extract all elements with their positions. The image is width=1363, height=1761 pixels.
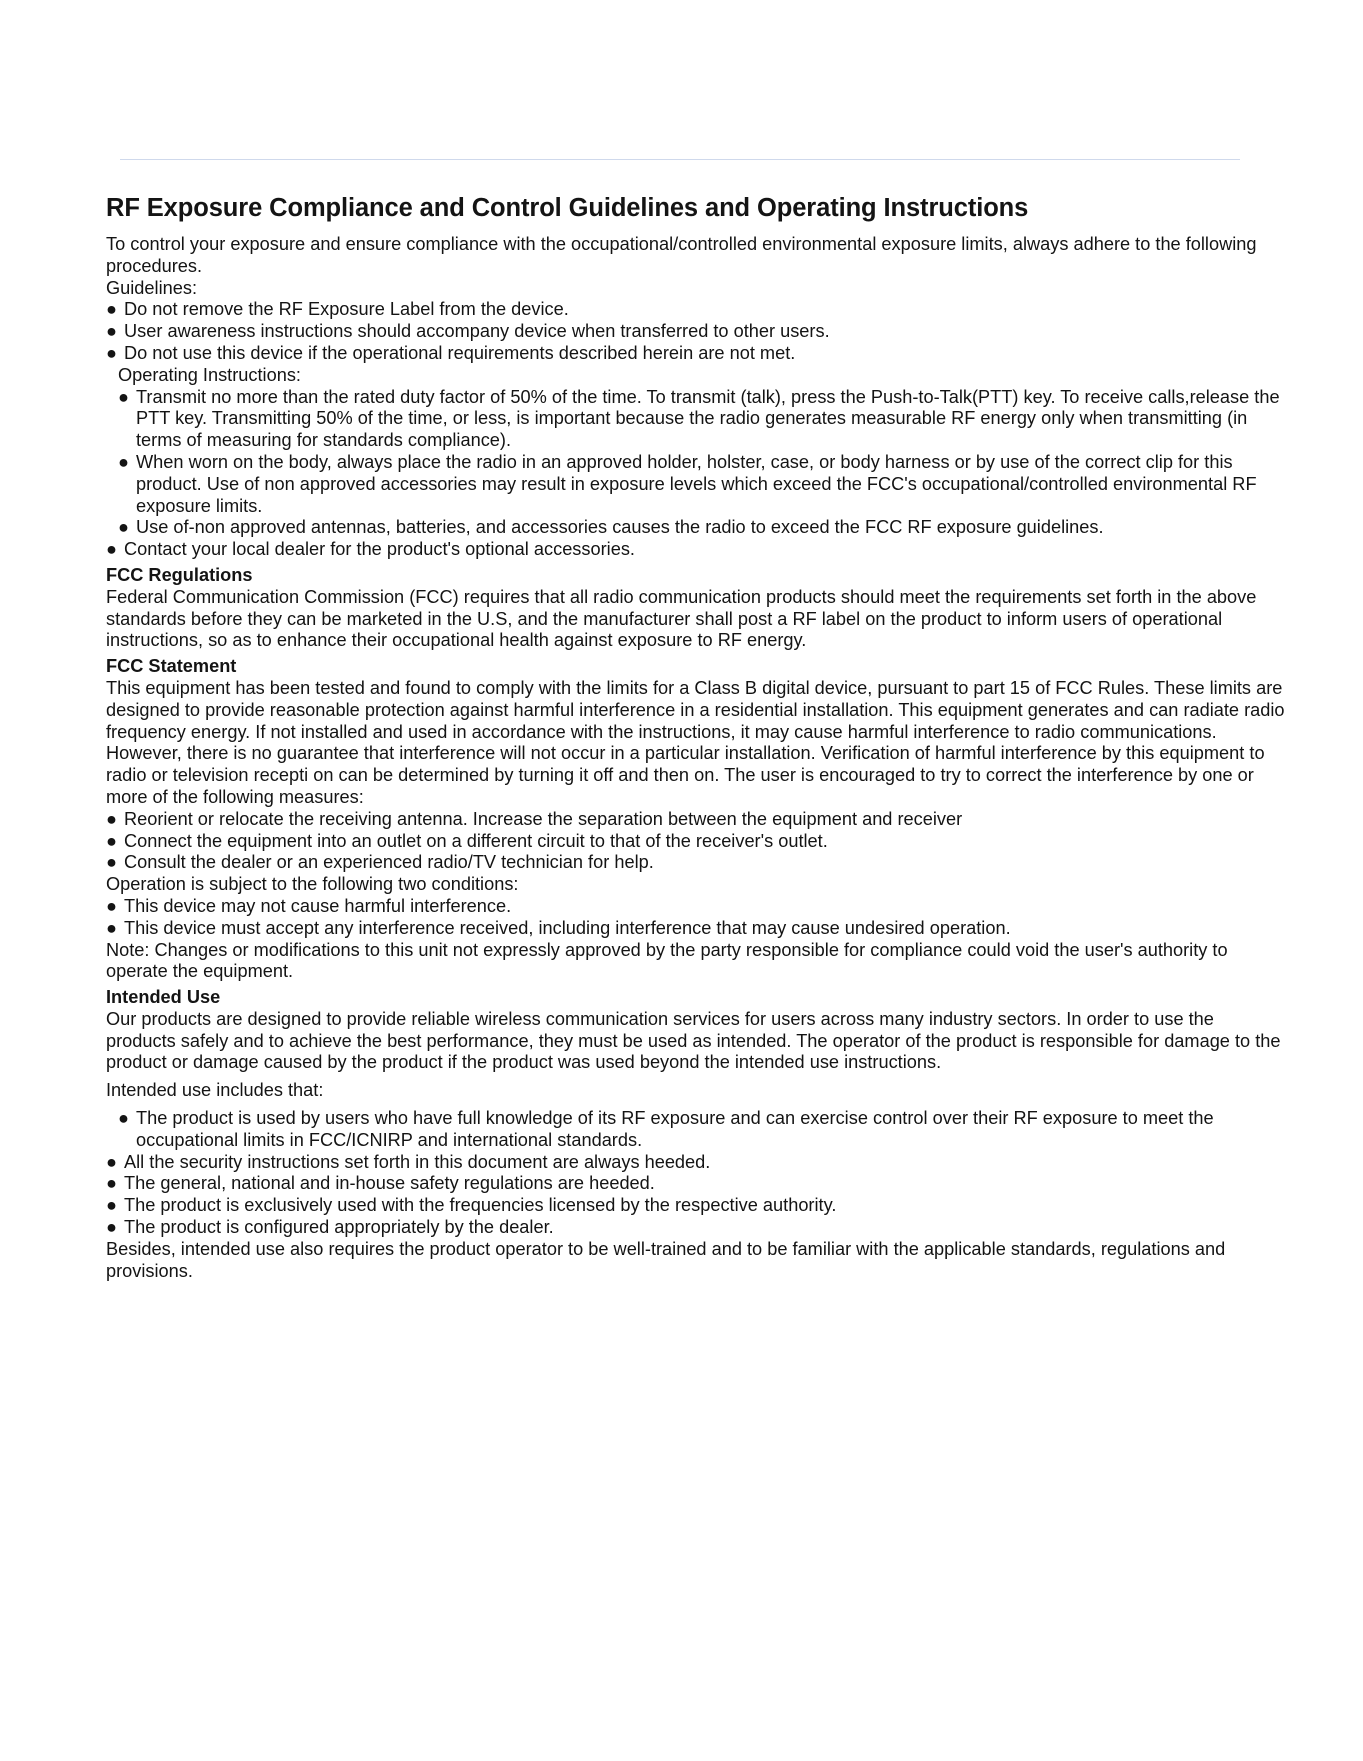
list-item: ● This device must accept any interference received, including interference that may cause undesired operation.	[106, 917, 1011, 938]
bullet-icon: ●	[106, 1173, 117, 1194]
bullet-icon: ●	[106, 917, 117, 938]
bullet-icon: ●	[118, 386, 129, 407]
bullet-icon: ●	[106, 895, 117, 916]
operating-label: Operating Instructions:	[118, 364, 301, 385]
list-item: ● Transmit no more than the rated duty factor of 50% of the time. To transmit (talk), press the Push-to-Talk(PTT) key. To receive calls,release the PTT key. Transmitting 50% of the time, or less, is important because the radio generates measurable RF energy only when transmitting (in terms of measuring for standards compliance).	[118, 386, 1280, 451]
fcc-regulations-text: Federal Communication Commission (FCC) requires that all radio communication products should meet the requirements set forth in the above standards before they can be marketed in the U.S, and the manufacturer shall post a RF label on the product to inform users of operational instructions, so as to enhance their occupational health against exposure to RF energy.	[106, 586, 1257, 651]
guidelines-label: Guidelines:	[106, 277, 197, 298]
list-item: ● User awareness instructions should accompany device when transferred to other users.	[106, 321, 830, 342]
bullet-icon: ●	[106, 321, 117, 342]
operating-list	[106, 387, 1286, 561]
bullet-icon: ●	[106, 1151, 117, 1172]
bullet-icon: ●	[106, 830, 117, 851]
bullet-icon: ●	[106, 1217, 117, 1238]
header-divider	[120, 159, 1240, 160]
bullet-icon: ●	[118, 1108, 129, 1129]
bullet-icon: ●	[106, 299, 117, 320]
bullet-icon: ●	[106, 852, 117, 873]
bullet-icon: ●	[106, 808, 117, 829]
list-item: ● The product is used by users who have full knowledge of its RF exposure and can exercise control over their RF exposure to meet the occupational limits in FCC/ICNIRP and international standards.	[118, 1108, 1214, 1150]
list-item: ● Do not remove the RF Exposure Label from the device.	[106, 299, 569, 320]
closing-paragraph: Besides, intended use also requires the product operator to be well-trained and to be familiar with the applicable standards, regulations and provisions.	[106, 1238, 1226, 1281]
bullet-icon: ●	[106, 539, 117, 560]
list-item: ● The general, national and in-house safety regulations are heeded.	[106, 1173, 655, 1194]
intended-use-heading: Intended Use	[106, 987, 221, 1008]
bullet-icon: ●	[118, 451, 129, 472]
conditions-list	[106, 896, 1286, 940]
list-item: ● Reorient or relocate the receiving antenna. Increase the separation between the equipment and receiver	[106, 808, 963, 829]
fcc-regulations-heading: FCC Regulations	[106, 564, 253, 585]
list-item: ● Consult the dealer or an experienced radio/TV technician for help.	[106, 852, 654, 873]
conditions-intro: Operation is subject to the following two conditions:	[106, 874, 519, 895]
intended-use-text: Our products are designed to provide reliable wireless communication services for users across many industry sectors. In order to use the products safely and to achieve the best performance, they must be used as intended. The operator of the product is responsible for damage to the product or damage caused by the product if the product was used beyond the intended use instructions.	[106, 1008, 1281, 1073]
fcc-statement-heading: FCC Statement	[106, 656, 237, 677]
list-item: ● Do not use this device if the operational requirements described herein are not met.	[106, 342, 796, 363]
intended-use-includes-label: Intended use includes that:	[106, 1080, 324, 1101]
guidelines-list	[106, 299, 1286, 364]
measures-list	[106, 809, 1286, 874]
list-item: ● Use of-non approved antennas, batteries, and accessories causes the radio to exceed the FCC RF exposure guidelines.	[118, 517, 1104, 538]
document-body	[106, 192, 1286, 1282]
list-item: ● All the security instructions set forth in this document are always heeded.	[106, 1151, 711, 1172]
list-item: ● When worn on the body, always place the radio in an approved holder, holster, case, or body harness or by use of the correct clip for this product. Use of non approved accessories may result in exposure levels which exceed the FCC's occupational/controlled environmental RF exposure limits.	[118, 451, 1257, 516]
bullet-icon: ●	[106, 342, 117, 363]
document-title: RF Exposure Compliance and Control Guidelines and Operating Instructions	[106, 194, 1029, 222]
intro-paragraph: To control your exposure and ensure compliance with the occupational/controlled environmental exposure limits, always adhere to the following procedures.	[106, 234, 1257, 276]
list-item: ● Connect the equipment into an outlet on a different circuit to that of the receiver's outlet.	[106, 830, 828, 851]
intended-use-list	[106, 1108, 1286, 1239]
list-item: ● Contact your local dealer for the product's optional accessories.	[106, 539, 635, 560]
list-item: ● The product is exclusively used with the frequencies licensed by the respective authority.	[106, 1195, 837, 1216]
bullet-icon: ●	[106, 1195, 117, 1216]
list-item: ● The product is configured appropriately by the dealer.	[106, 1217, 554, 1238]
fcc-statement-text: This equipment has been tested and found to comply with the limits for a Class B digital device, pursuant to part 15 of FCC Rules. These limits are designed to provide reasonable protection against harmful interference in a residential installation. This equipment generates and can radiate radio frequency energy. If not installed and used in accordance with the instructions, it may cause harmful interference to radio communications. However, there is no guarantee that interference will not occur in a particular installation. Verification of harmful interference by this equipment to radio or television recepti on can be determined by turning it off and then on. The user is encouraged to try to correct the interference by one or more of the following measures:	[106, 677, 1285, 807]
list-item: ● This device may not cause harmful interference.	[106, 895, 512, 916]
bullet-icon: ●	[118, 517, 129, 538]
compliance-note: Note: Changes or modifications to this unit not expressly approved by the party responsible for compliance could void the user's authority to operate the equipment.	[106, 939, 1228, 982]
